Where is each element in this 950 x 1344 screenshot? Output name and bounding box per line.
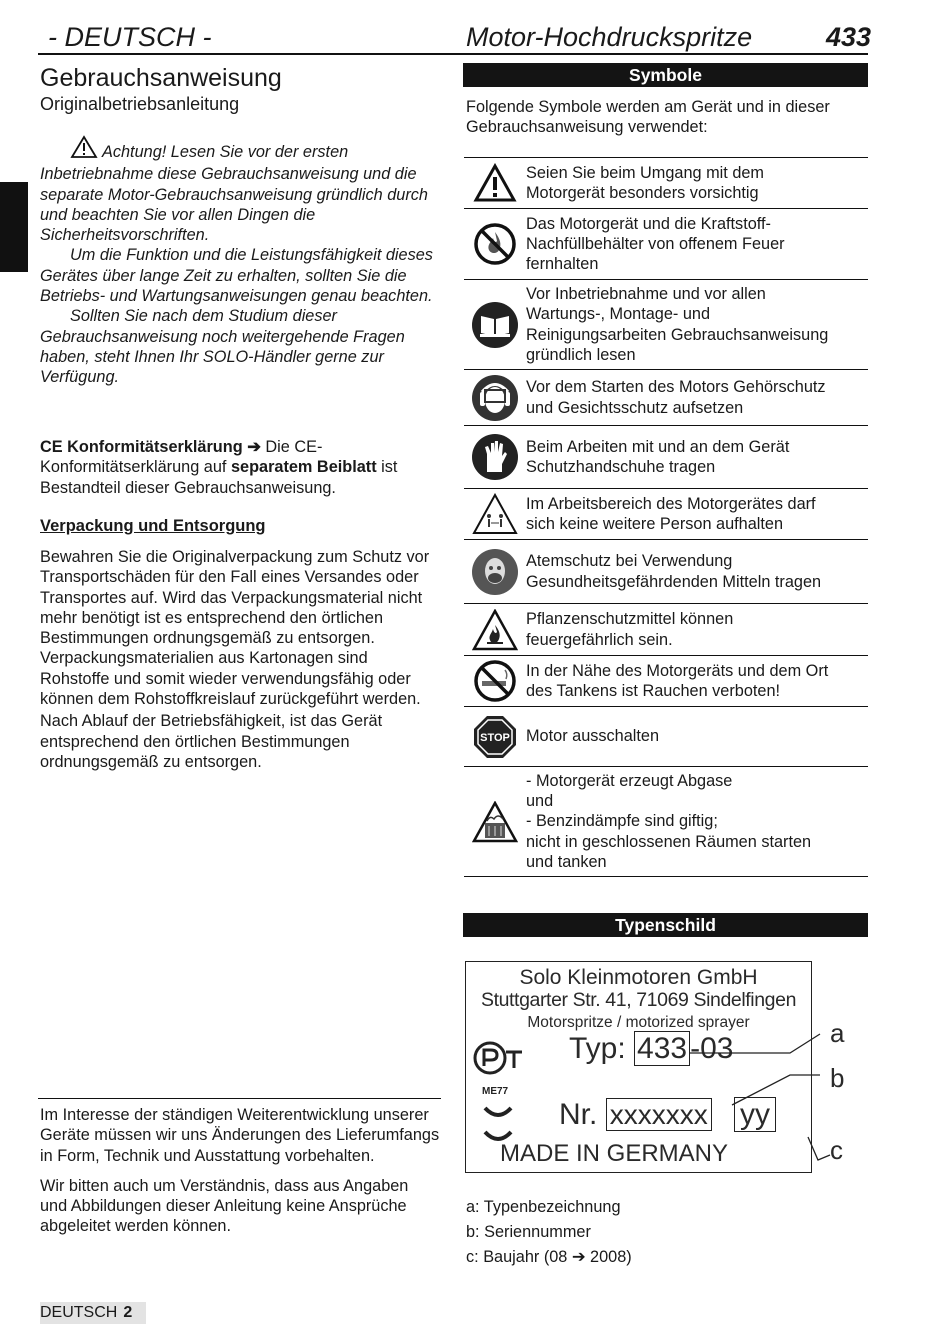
plate-type-label: Typ: (569, 1032, 626, 1065)
warning-triangle-icon (70, 135, 98, 164)
symbol-row (464, 540, 868, 604)
symbol-text: Im Arbeitsbereich des Motorgerätes darf sich keine weitere Person aufhalten (526, 494, 816, 533)
symbol-row (464, 209, 868, 280)
symbol-text: Vor Inbetriebnahme und vor allen Wartungs-, Montage- und Reinigungsarbeiten Gebrauchsanweisung gründlich lesen (526, 284, 829, 364)
plate-product: Motorspritze / motorized sprayer (527, 1014, 750, 1031)
footer-page-label (40, 1302, 146, 1324)
symbol-row (464, 280, 868, 370)
warning-paragraph-2: Um die Funktion und die Leistungsfähigkeit dieses Gerätes über lange Zeit zu erhalten, sollten Sie die Betriebs- und Wartungsanweisungen genau beachten. (40, 246, 433, 306)
keep-distance-icon (464, 493, 526, 535)
typeplate-legend (466, 1195, 632, 1270)
packaging-paragraph-2: Nach Ablauf der Betriebsfähigkeit, ist das Gerät entsprechend den örtlichen Bestimmungen ordnungsgemäß zu entsorgen. (40, 712, 383, 771)
page-subtitle: Originalbetriebsanleitung (40, 94, 240, 114)
symbol-text: - Motorgerät erzeugt Abgase und - Benzindämpfe sind giftig; nicht in geschlossenen Räumen starten und tanken (526, 771, 812, 871)
symbol-row (464, 707, 868, 767)
symbol-row (464, 604, 868, 656)
ce-text-2: ist Bestandteil dieser Gebrauchsanweisung. (40, 458, 398, 497)
warning-paragraph-1: Achtung! Lesen Sie vor der ersten Inbetriebnahme diese Gebrauchsanweisung und die separate Motor-Gebrauchsanweisung gründlich durch und beachten Sie vor allen Dingen die Sicherheitsvorschriften. (40, 143, 428, 245)
ce-text-1: Die CE-Konformitätserklärung auf (40, 438, 323, 477)
respirator-icon (464, 545, 526, 599)
plate-year-value: yy (734, 1097, 776, 1132)
plate-cert-code: ME77 (482, 1086, 509, 1097)
disclaimer-paragraph-2: Wir bitten auch um Verständnis, dass aus Angaben und Abbildungen dieser Anleitung keine Ansprüche abgeleitet werden können. (40, 1176, 409, 1236)
page-title: Gebrauchsanweisung (40, 64, 282, 92)
symbol-row (464, 767, 868, 877)
gloves-icon (464, 432, 526, 482)
ce-heading: CE Konformitätserklärung (40, 438, 243, 456)
warning-paragraph-3: Sollten Sie nach dem Studium dieser Gebrauchsanweisung noch weitergehende Fragen haben, steht Ihnen Ihr SOLO-Händler gerne zur Verfügung. (40, 307, 405, 387)
flammable-icon (464, 609, 526, 651)
symbols-intro: Folgende Symbole werden am Gerät und in dieser Gebrauchsanweisung verwendet: (466, 98, 830, 137)
plate-origin: MADE IN GERMANY (500, 1140, 729, 1167)
symbol-row (464, 489, 868, 540)
header-divider (38, 53, 868, 55)
header-page-number: 433 (826, 22, 872, 52)
symbols-heading: Symbole (463, 63, 868, 87)
symbol-text: Motor ausschalten (526, 727, 660, 746)
symbol-row (464, 370, 868, 426)
symbol-text: Atemschutz bei Verwendung Gesundheitsgefährdenden Mitteln tragen (526, 552, 822, 591)
callout-c: c (830, 1135, 843, 1165)
packaging-text (40, 547, 440, 774)
ce-declaration (40, 437, 440, 498)
plate-serial-label: Nr. (559, 1098, 598, 1131)
header-product-title: Motor-Hochdruckspritze (466, 22, 753, 52)
plate-address: Stuttgarter Str. 41, 71069 Sindelfingen (480, 989, 797, 1011)
read-manual-icon (464, 300, 526, 350)
symbol-row (464, 426, 868, 489)
disclaimer-paragraph-1: Im Interesse der ständigen Weiterentwicklung unserer Geräte müssen wir uns Änderungen des Lieferumfangs in Form, Technik und Ausstattung vorbehalten. (40, 1106, 440, 1165)
plate-serial-value: xxxxxxx (606, 1098, 712, 1131)
no-smoking-icon (464, 659, 526, 703)
no-open-fire-icon (464, 222, 526, 266)
plate-type-suffix: -03 (690, 1032, 734, 1065)
footer-language: DEUTSCH (40, 1304, 118, 1321)
legend-item-a: a: Typenbezeichnung (466, 1198, 621, 1216)
packaging-heading: Verpackung und Entsorgung (40, 517, 266, 535)
bottom-divider (38, 1098, 441, 1099)
symbol-text: Seien Sie beim Umgang mit dem Motorgerät besonders vorsichtig (526, 163, 764, 202)
symbol-text: Pflanzenschutzmittel können feuergefährlich sein. (526, 610, 734, 649)
symbol-row (464, 158, 868, 209)
certification-mark-icon (470, 1038, 526, 1078)
typeplate-heading: Typenschild (463, 913, 868, 937)
ce-bold-text: separatem Beiblatt (230, 458, 377, 477)
warning-triangle-icon (464, 163, 526, 203)
disclaimer (40, 1105, 440, 1247)
plate-type-value: 433 (634, 1031, 690, 1066)
warning-block (40, 135, 440, 388)
plate-company: Solo Kleinmotoren GmbH (519, 966, 758, 989)
stop-sign-label: STOP (480, 731, 510, 744)
callout-line-a (690, 1034, 820, 1053)
symbol-text: Vor dem Starten des Motors Gehörschutz und Gesichtsschutz aufsetzen (526, 378, 826, 417)
stop-sign-icon (464, 714, 526, 760)
symbols-table (464, 157, 868, 877)
packaging-paragraph-1: Bewahren Sie die Originalverpackung zum Schutz vor Transportschäden für den Fall eines Versandes oder Transportes auf. Wird das Verpackungsmaterial nicht mehr benötigt ist es entsprechend den örtlichen Bestimmungen ordnungsgemäß zu entsorgen. Verpackungsmaterialien aus Kartonagen sind Rohstoffe und somit wieder verwendungsfähig oder können dem Rohstoffkreislauf zurückgeführt werden. (40, 548, 430, 709)
callout-line-b (732, 1075, 820, 1105)
footer-page-number: 2 (123, 1304, 133, 1321)
symbol-text: In der Nähe des Motorgeräts und dem Ort des Tankens ist Rauchen verboten! (526, 661, 829, 700)
toxic-fumes-icon (464, 801, 526, 843)
symbol-row (464, 656, 868, 707)
header-language: - DEUTSCH - (48, 22, 212, 52)
callout-lines (680, 1020, 850, 1170)
symbol-text: Beim Arbeiten mit und an dem Gerät Schutzhandschuhe tragen (526, 437, 790, 476)
callout-line-c (808, 1137, 830, 1160)
section-tab-marker (0, 182, 28, 272)
arrow-icon: ➔ (247, 438, 261, 456)
callout-b: b (830, 1063, 845, 1093)
callout-a: a (830, 1018, 845, 1048)
symbol-text: Das Motorgerät und die Kraftstoff- Nachfüllbehälter von offenem Feuer fernhalten (526, 214, 785, 274)
legend-item-b: b: Seriennummer (466, 1223, 591, 1241)
ear-face-protection-icon (464, 373, 526, 423)
legend-item-c: c: Baujahr (08 ➔ 2008) (466, 1248, 632, 1266)
